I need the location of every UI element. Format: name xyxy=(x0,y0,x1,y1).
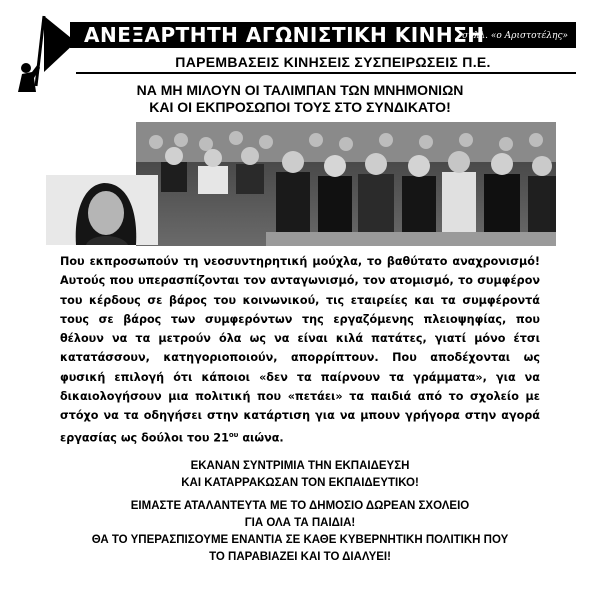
statement-2-line-2: ΓΙΑ ΟΛΑ ΤΑ ΠΑΙΔΙΑ! xyxy=(244,517,356,529)
statement-1-line-2: ΚΑΙ ΚΑΤΑΡΡΑΚΩΣΑΝ ΤΟΝ ΕΚΠΑΙΔΕΥΤΙΚΟ! xyxy=(181,477,419,489)
portrait-photo xyxy=(46,175,158,245)
statement-block-2 xyxy=(40,498,560,566)
header-bar xyxy=(70,22,576,48)
body-paragraph xyxy=(60,252,540,448)
statement-2-line-4: ΤΟ ΠΑΡΑΒΙΑΖΕΙ ΚΑΙ ΤΟ ΔΙΑΛΥΕΙ! xyxy=(209,551,391,563)
organization-subtitle: ΠΑΡΕΜΒΑΣΕΙΣ ΚΙΝΗΣΕΙΣ ΣΥΣΠΕΙΡΩΣΕΙΣ Π.Ε. xyxy=(175,54,491,70)
organization-subtitle-small: συλλ. «ο Αριστοτέλης» xyxy=(462,31,568,41)
header-divider xyxy=(76,72,576,74)
crowd-photo xyxy=(136,122,556,246)
body-paragraph-text: Που εκπροσωπούν τη νεοσυντηρητική μούχλα, το βαθύτατο αναχρονισμό! Αυτούς που υπερασπίζονται τον ανταγωνισμό, τον ατομισμό, το συμφέρον του κέρδους σε βάρος του κοινωνικού, τις εταιρείες και τα συμφέροντά τους σε βάρος των συμφερόντων της εργαζόμενης πλειοψηφίας, που θέλουν να τα μετρούν όλα ως να είναι κιλά πατάτες, γιατί μόνο έτσι κατατάσσουν, κατηγοριοποιούν, απορρίπτουν. Που αποδέχονται ως φυσική επιλογή ότι κάποιοι «δεν τα παίρνουν τα γράμματα», για να δικαιολογήσουν μια πολιτική που «πετάει» τα παιδιά από το σχολείο με στόχο να τα οδηγήσει στην κατάρτιση για να μπουν γρήγορα στην αγορά εργασίας ως δούλοι του 21 xyxy=(60,255,540,445)
statement-1-line-1: ΕΚΑΝΑΝ ΣΥΝΤΡΙΜΙΑ ΤΗΝ ΕΚΠΑΙΔΕΥΣΗ xyxy=(190,460,410,472)
statement-2-line-1: ΕΙΜΑΣΤΕ ΑΤΑΛΑΝΤΕΥΤΑ ΜΕ ΤΟ ΔΗΜΟΣΙΟ ΔΩΡΕΑΝ ΣΧΟΛΕΙΟ xyxy=(130,500,470,512)
organization-title: ΑΝΕΞΑΡΤΗΤΗ ΑΓΩΝΙΣΤΙΚΗ ΚΙΝΗΣΗ xyxy=(84,23,485,47)
headline xyxy=(40,82,560,116)
statement-2-line-3: ΘΑ ΤΟ ΥΠΕΡΑΣΠΙΣΟΥΜΕ ΕΝΑΝΤΙΑ ΣΕ ΚΑΘΕ ΚΥΒΕΡΝΗΤΙΚΗ ΠΟΛΙΤΙΚΗ ΠΟΥ xyxy=(91,534,509,546)
headline-line-1: ΝΑ ΜΗ ΜΙΛΟΥΝ ΟΙ ΤΑΛΙΜΠΑΝ ΤΩΝ ΜΝΗΜΟΝΙΩΝ xyxy=(136,82,464,98)
body-paragraph-superscript: ου xyxy=(228,430,239,439)
headline-line-2: ΚΑΙ ΟΙ ΕΚΠΡΟΣΩΠΟΙ ΤΟΥΣ ΣΤΟ ΣΥΝΔΙΚΑΤΟ! xyxy=(149,99,451,115)
body-paragraph-end: αιώνα. xyxy=(238,431,284,445)
statement-block-1 xyxy=(40,458,560,492)
